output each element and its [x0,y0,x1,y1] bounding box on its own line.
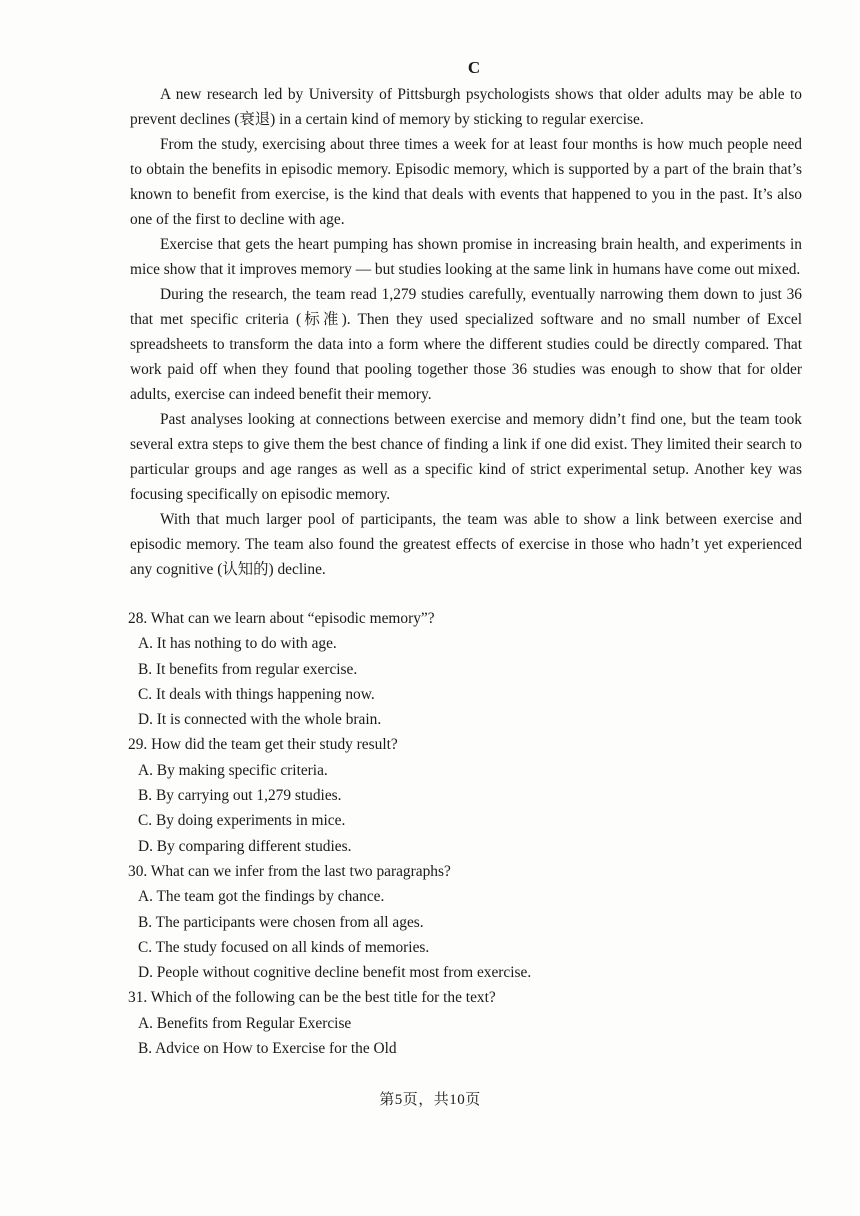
question-stem: 28. What can we learn about “episodic memory”? [128,610,435,627]
question-29 [128,732,808,858]
question-28 [128,606,808,732]
option-b: B. Advice on How to Exercise for the Old [138,1040,397,1058]
option-d: D. By comparing different studies. [138,837,352,855]
option-c: C. The study focused on all kinds of memories. [138,938,430,956]
option-b: B. By carrying out 1,279 studies. [138,787,342,805]
question-stem: 30. What can we infer from the last two paragraphs? [128,862,451,880]
question-stem: 31. Which of the following can be the best title for the text? [128,989,496,1007]
option-a: A. The team got the findings by chance. [138,888,385,906]
question-list [128,606,808,1061]
paragraph-5: Past analyses looking at connections between exercise and memory didn’t find one, but the team took several extra steps to give them the best chance of finding a link if one did exist. They limited their search to particular groups and age ranges as well as a specific kind of strict experimental setup. Another key was focusing specifically on episodic memory. [130,411,802,503]
option-a: A. Benefits from Regular Exercise [138,1014,352,1032]
option-list [128,631,808,732]
option-list [128,1011,808,1062]
option-list [128,758,808,859]
reading-passage [130,82,802,582]
option-c: C. It deals with things happening now. [138,685,375,703]
option-b: B. The participants were chosen from all ages. [138,913,424,931]
question-stem: 29. How did the team get their study result? [128,736,398,754]
paragraph-3: Exercise that gets the heart pumping has shown promise in increasing brain health, and experiments in mice show that it improves memory — but studies looking at the same link in humans have come out mixed. [130,236,802,278]
question-30 [128,859,808,985]
paragraph-4: During the research, the team read 1,279 studies carefully, eventually narrowing them down to just 36 that met specific criteria (标准). Then they used specialized software and no small number of Excel spreadsheets to transform the data into a form where the different studies could be directly compared. That work paid off when they found that pooling together those 36 studies was enough to show that for older adults, exercise can indeed benefit their memory. [130,286,802,403]
option-c: C. By doing experiments in mice. [138,812,346,830]
option-b: B. It benefits from regular exercise. [138,660,358,678]
option-a: A. By making specific criteria. [138,761,328,779]
paragraph-2: From the study, exercising about three times a week for at least four months is how much people need to obtain the benefits in episodic memory. Episodic memory, which is supported by a part of the brain that’s known to benefit from exercise, is the kind that deals with events that happened to you in the past. It’s also one of the first to decline with age. [130,136,802,228]
section-letter: C [467,58,481,77]
paragraph-1: A new research led by University of Pittsburgh psychologists shows that older adults may be able to prevent declines (衰退) in a certain kind of memory by sticking to regular exercise. [130,86,802,128]
option-d: D. People without cognitive decline benefit most from exercise. [138,964,532,982]
option-d: D. It is connected with the whole brain. [138,711,382,729]
option-a: A. It has nothing to do with age. [138,635,337,653]
question-31 [128,985,808,1061]
paragraph-6: With that much larger pool of participants, the team was able to show a link between exercise and episodic memory. The team also found the greatest effects of exercise in those who hadn’t yet experienced any cognitive (认知的) decline. [130,511,802,578]
page-number: 第5页，共10页 [379,1092,481,1108]
option-list [128,884,808,985]
